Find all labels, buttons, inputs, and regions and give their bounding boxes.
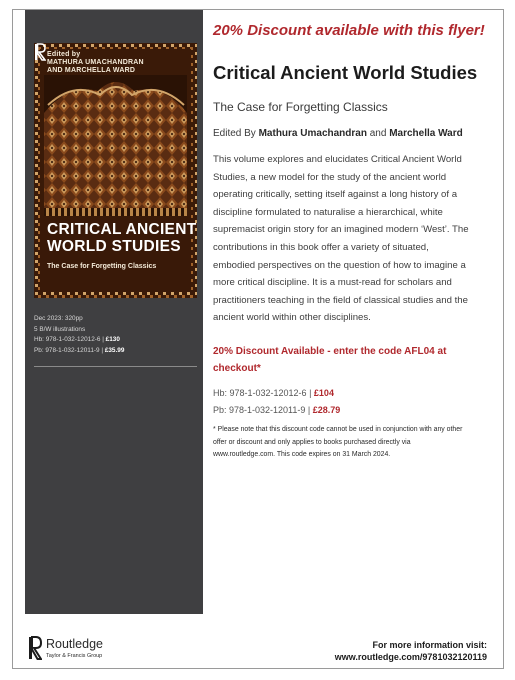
description-line: practitioners teaching in the field of classical studies and the	[213, 294, 468, 306]
description-line: Studies, a new model for the study of the ancient world	[213, 171, 447, 183]
promo-line: 20% Discount Available - enter the code AFL04 at	[213, 346, 447, 357]
routledge-logo[interactable]	[28, 634, 148, 664]
cover-editor-2: AND MARCHELLA WARD	[47, 67, 136, 74]
promo-line: checkout*	[213, 363, 261, 374]
footer-more-info	[335, 639, 487, 663]
paperback-list-price: Pb: 978-1-032-12011-9 | £35.99	[34, 346, 125, 354]
paperback-price: £28.79	[312, 405, 341, 415]
cover-editors	[47, 51, 144, 75]
hardback-price: £104	[313, 388, 334, 398]
note-line: offer or discount and only applies to books purchased directly via	[213, 438, 411, 446]
cover-editors-label: Edited by	[47, 51, 81, 58]
description-line: embodied perspectives on the question of how to imagine a	[213, 259, 466, 271]
book-subtitle: The Case for Forgetting Classics	[213, 100, 388, 114]
description-line: supremacist origin story for an imagined modern ‘West’. The	[213, 224, 469, 236]
sidebar-divider	[34, 366, 197, 367]
footer-info-label: For more information visit:	[372, 640, 487, 650]
cover-editor-1: MATHURA UMACHANDRAN	[47, 59, 144, 66]
illustrations-count: 5 B/W illustrations	[34, 325, 86, 333]
hardback-list-price: Hb: 978-1-032-12012-6 | £130	[34, 336, 120, 343]
note-line: * Please note that this discount code cannot be used in conjunction with any other	[213, 426, 463, 433]
book-cover[interactable]	[34, 43, 197, 298]
cover-subtitle: The Case for Forgetting Classics	[47, 263, 157, 270]
description-line: This volume explores and elucidates Critical Ancient World	[213, 154, 462, 165]
book-title: Critical Ancient World Studies	[213, 62, 478, 83]
note-line: www.routledge.com. This code expires on 31 March 2024.	[213, 451, 391, 458]
discount-terms-note	[213, 424, 462, 462]
edited-by-label: Edited By	[213, 128, 256, 139]
footer-url-link[interactable]: www.routledge.com/9781032120119	[334, 652, 487, 662]
sidebar-details	[34, 314, 124, 356]
hardback-price: £130	[105, 336, 120, 343]
paperback-discount-price: Pb: 978-1-032-12011-9 | £28.79	[213, 405, 341, 415]
logo-tagline: Taylor & Francis Group	[46, 653, 103, 659]
description-line: contributions in this book offer a variety of situated,	[213, 241, 429, 253]
promo-code-text	[213, 343, 446, 377]
cover-pattern	[34, 43, 197, 298]
publication-date: Dec 2023: 320pp	[34, 315, 83, 322]
cover-title-line: CRITICAL ANCIENT	[47, 221, 197, 238]
cover-title-line: WORLD STUDIES	[47, 238, 181, 255]
editors-line	[213, 128, 463, 139]
routledge-cover-logo-icon	[34, 43, 46, 61]
book-description	[213, 151, 503, 327]
editor-name: Marchella Ward	[389, 128, 463, 139]
editor-name: Mathura Umachandran	[258, 128, 367, 139]
editor-conjunction: and	[369, 128, 387, 139]
routledge-logo-icon	[28, 636, 42, 660]
description-line: more critical discipline. It is a must-read for scholars and	[213, 277, 452, 289]
hardback-discount-price: Hb: 978-1-032-12012-6 | £104	[213, 388, 334, 398]
description-line: discipline formulated to naturalise a hierarchical, white	[213, 206, 443, 218]
logo-name: Routledge	[46, 637, 103, 651]
discounted-prices	[213, 385, 340, 419]
description-line: operating critically, setting itself against a long history of a	[213, 189, 458, 201]
description-line: ancient world within other disciplines.	[213, 312, 371, 324]
discount-headline: 20% Discount available with this flyer!	[213, 22, 485, 39]
cover-title	[47, 221, 196, 255]
paperback-price: £35.99	[104, 346, 125, 354]
